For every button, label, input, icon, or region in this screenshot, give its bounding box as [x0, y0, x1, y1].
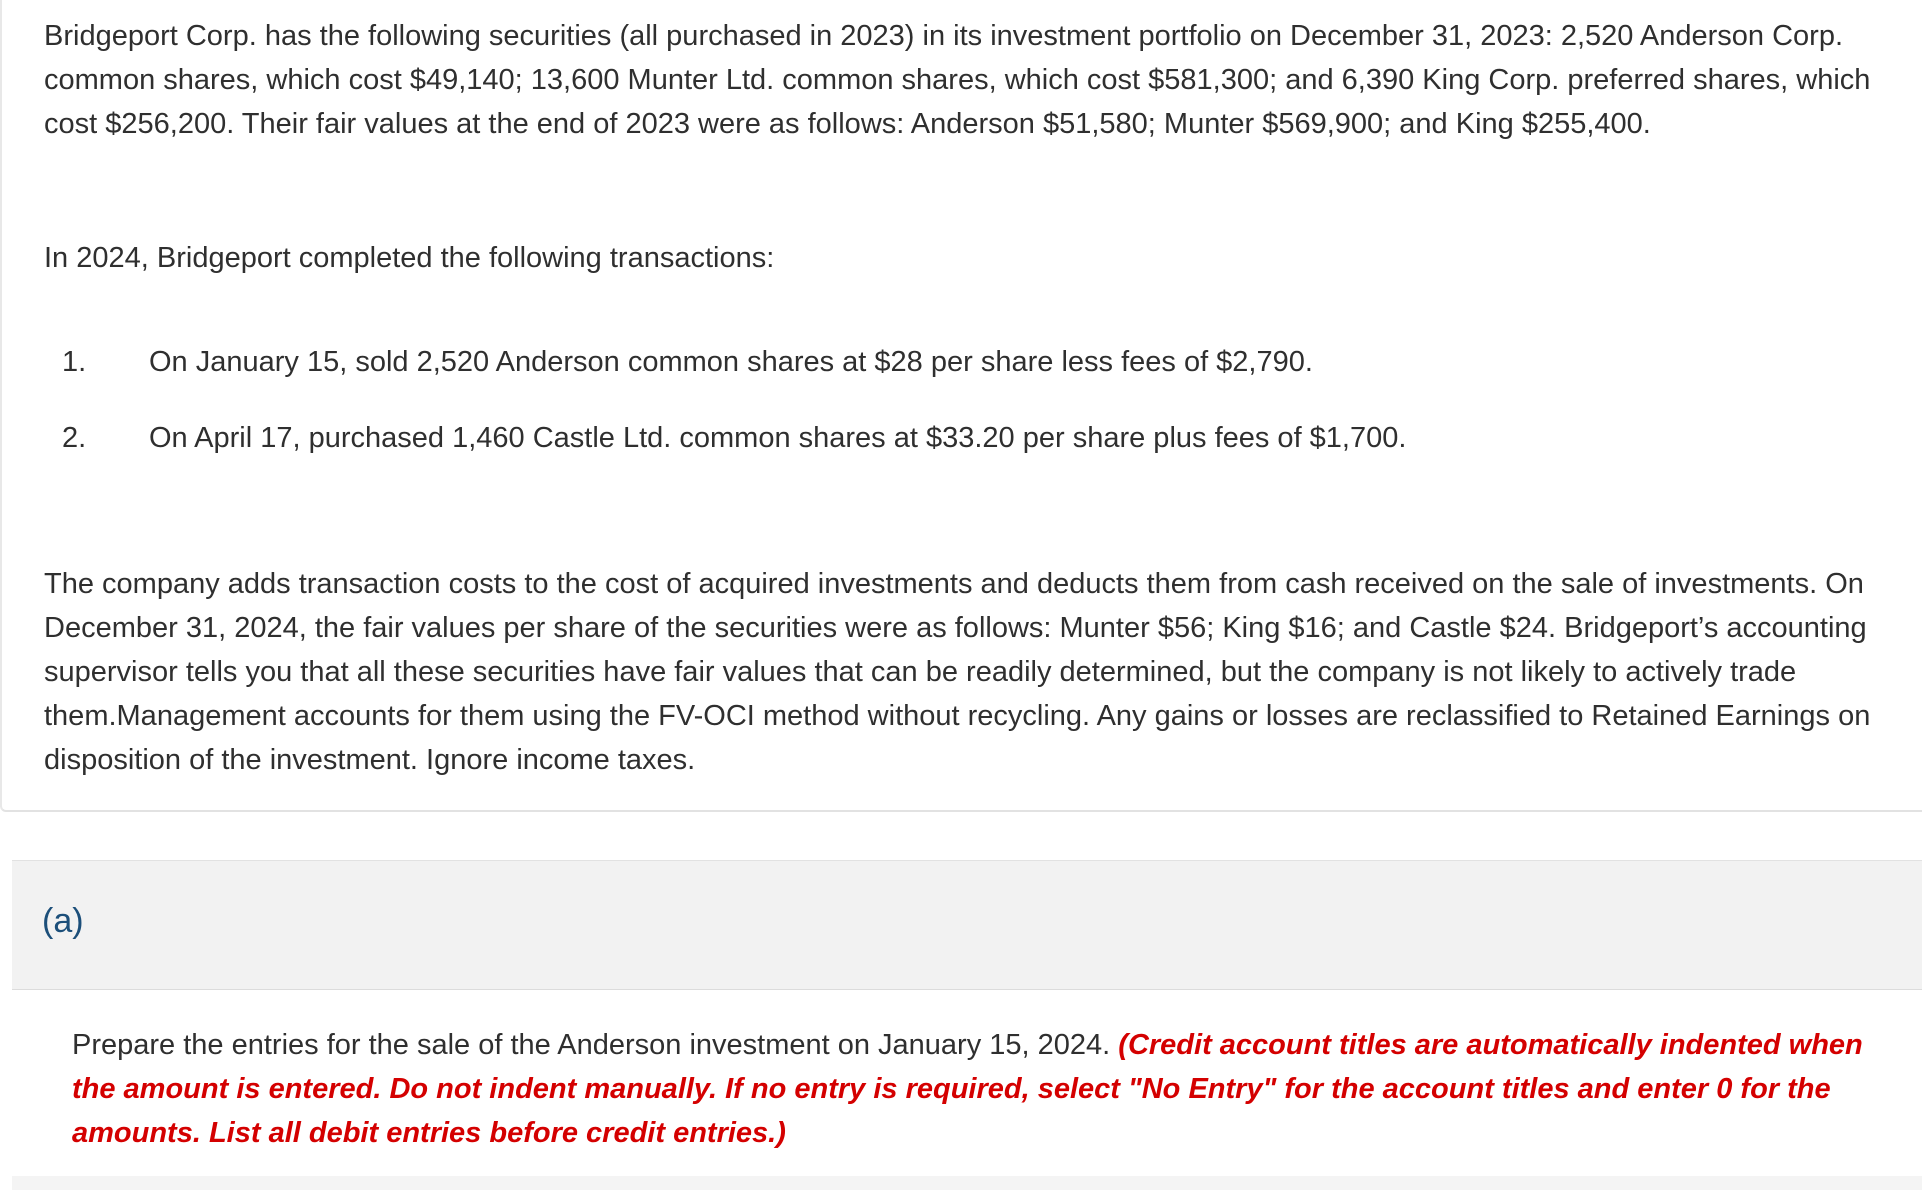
transaction-item-1 [44, 340, 1313, 384]
transaction-text: On April 17, purchased 1,460 Castle Ltd. common shares at $33.20 per share plus fees of $1,700. [149, 422, 1407, 454]
transactions-intro: In 2024, Bridgeport completed the following transactions: [44, 242, 775, 274]
problem-intro-paragraph: Bridgeport Corp. has the following securities (all purchased in 2023) in its investment portfolio on December 31, 2023: 2,520 Anderson Corp. common shares, which cost $49,140; 13,600 Munter Ltd. common shares, which cost $581,300; and 6,390 King Corp. preferred shares, which cost $256,200. Their fair values at the end of 2023 were as follows: Anderson $51,580; Munter $569,900; and King $255,400. [44, 20, 1871, 140]
instruction-note: (Credit account titles are automatically indented when the amount is entered. Do not indent manually. If no entry is required, select "No Entry" for the account titles and enter 0 for the amounts. List all debit entries before credit entries.) [72, 1029, 1863, 1149]
transaction-text: On January 15, sold 2,520 Anderson common shares at $28 per share less fees of $2,790. [149, 346, 1313, 378]
problem-details-paragraph: The company adds transaction costs to the cost of acquired investments and deducts them from cash received on the sale of investments. On December 31, 2024, the fair values per share of the securities were as follows: Munter $56; King $16; and Castle $24. Bridgeport’s accounting supervisor tells you that all these securities have fair values that can be readily determined, but the company is not likely to actively trade them.Management accounts for them using the FV-OCI method without recycling. Any gains or losses are reclassified to Retained Earnings on disposition of the investment. Ignore income taxes. [44, 568, 1871, 776]
transaction-number: 2. [62, 422, 87, 454]
answer-area-edge [12, 1176, 1922, 1190]
instruction-text: Prepare the entries for the sale of the Anderson investment on January 15, 2024. [72, 1029, 1111, 1061]
part-a-label: (a) [42, 902, 84, 940]
transaction-item-2 [44, 416, 1406, 460]
part-a-header [12, 860, 1922, 990]
transaction-number: 1. [62, 346, 87, 378]
part-a-instructions [72, 1023, 1872, 1155]
